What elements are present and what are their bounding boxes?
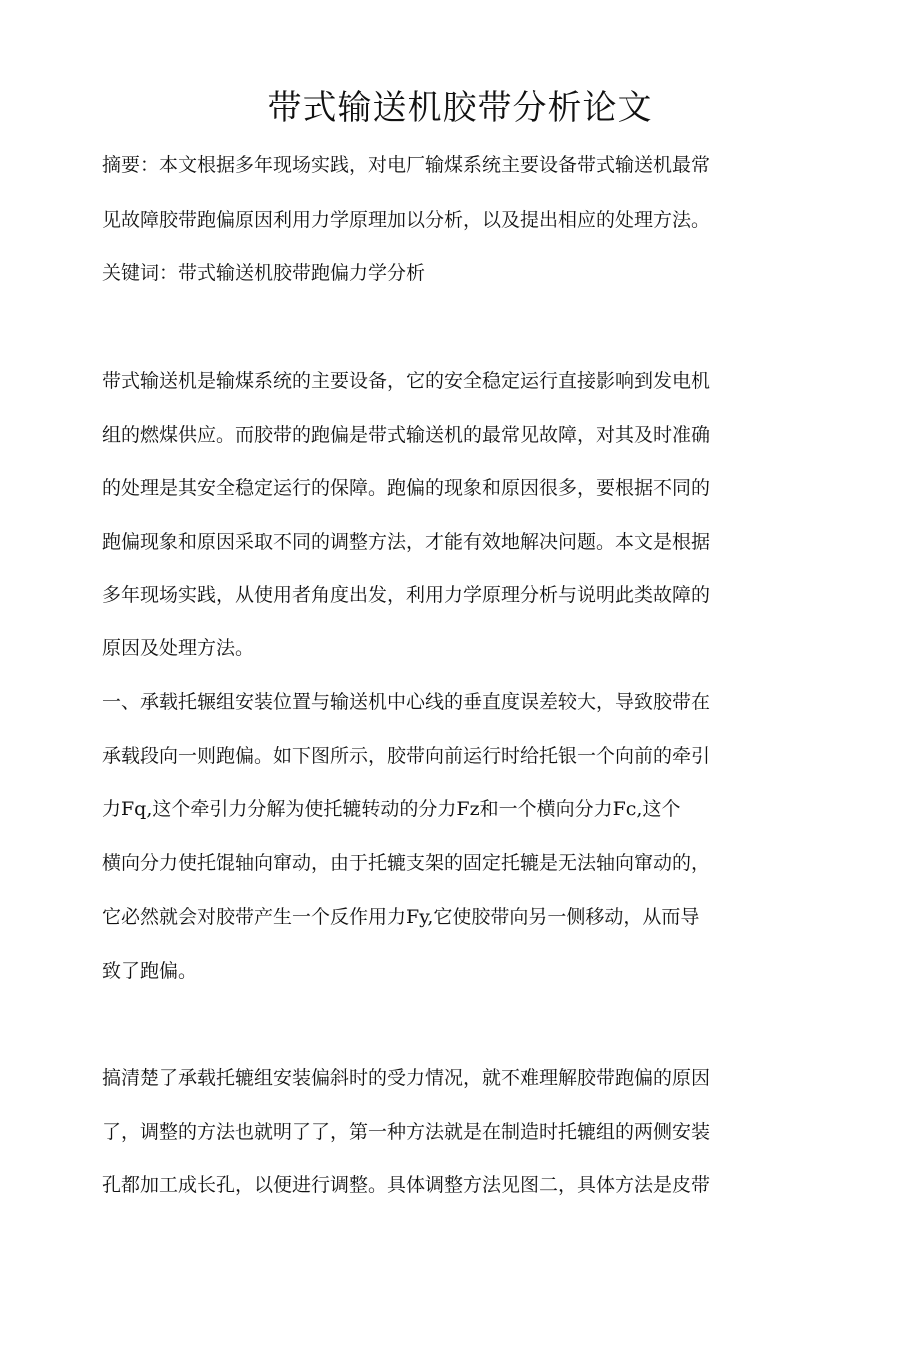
adjust-line-2: 了，调整的方法也就明了了，第一种方法就是在制造时托辘组的两侧安装 [102,1121,711,1143]
intro-line-1: 带式输送机是输煤系统的主要设备，它的安全稳定运行直接影响到发电机 [102,370,711,392]
abstract-line-2: 见故障胶带跑偏原因利用力学原理加以分析，以及提出相应的处理方法。 [102,209,711,231]
section-one-line-3: 力Fq,这个牵引力分解为使托辘转动的分力Fz和一个横向分力Fc,这个 [102,798,681,820]
keywords-line: 关键词：带式输送机胶带跑偏力学分析 [102,262,426,284]
intro-line-2: 组的燃煤供应。而胶带的跑偏是带式输送机的最常见故障，对其及时准确 [102,424,711,446]
section-one-line-4: 横向分力使托馄轴向窜动，由于托辘支架的固定托辘是无法轴向窜动的， [102,852,711,874]
page-title: 带式输送机胶带分析论文 [267,88,653,128]
abstract-line-1: 摘要：本文根据多年现场实践，对电厂输煤系统主要设备带式输送机最常 [102,154,711,176]
intro-line-6: 原因及处理方法。 [102,637,255,659]
section-one-line-6: 致了跑偏。 [102,960,198,982]
intro-line-3: 的处理是其安全稳定运行的保障。跑偏的现象和原因很多，要根据不同的 [102,477,711,499]
adjust-line-3: 孔都加工成长孔，以便进行调整。具体调整方法见图二，具体方法是皮带 [102,1174,711,1196]
section-one-line-1: 一、承载托辗组安装位置与输送机中心线的垂直度误差较大，导致胶带在 [102,691,711,713]
intro-line-5: 多年现场实践，从使用者角度出发，利用力学原理分析与说明此类故障的 [102,584,711,606]
section-one-line-5: 它必然就会对胶带产生一个反作用力Fy,它使胶带向另一侧移动，从而导 [102,906,700,928]
section-one-line-2: 承载段向一则跑偏。如下图所示，胶带向前运行时给托银一个向前的牵引 [102,745,711,767]
adjust-line-1: 搞清楚了承载托辘组安装偏斜时的受力情况，就不难理解胶带跑偏的原因 [102,1067,711,1089]
intro-line-4: 跑偏现象和原因采取不同的调整方法，才能有效地解决问题。本文是根据 [102,531,711,553]
